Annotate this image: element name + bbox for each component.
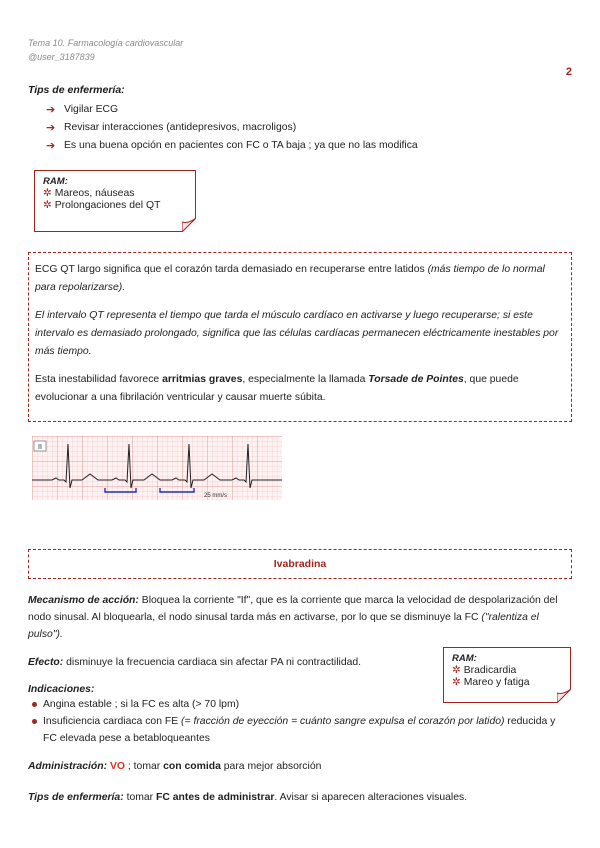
- ram-title: RAM:: [452, 653, 477, 664]
- list-item: Insuficiencia cardiaca con FE (= fracción de eyección = cuánto sangre expulsa el corazón por latido) reducida y FC elevada pese a betabloqueantes: [32, 713, 562, 747]
- ram-title: RAM:: [43, 176, 68, 187]
- tips-title: Tips de enfermería:: [28, 84, 125, 96]
- ram-note-2: [443, 647, 571, 703]
- qt-paragraph-1: ECG QT largo significa que el corazón tarda demasiado en recuperarse entre latidos (más tiempo de lo normal para repolarizarse).: [35, 264, 545, 293]
- asterisk-icon: ✲: [43, 200, 52, 211]
- ram-item: ✲ Bradicardia: [452, 665, 517, 676]
- header-topic: Tema 10. Farmacología cardiovascular: [28, 38, 184, 48]
- drug-title: Ivabradina: [273, 558, 327, 570]
- effect-paragraph: Efecto: disminuye la frecuencia cardiaca sin afectar PA ni contractilidad.: [28, 657, 362, 668]
- list-item: ➔ Revisar interacciones (antidepresivos, macroligos): [46, 121, 297, 134]
- qt-paragraph-3: Esta inestabilidad favorece arritmias graves, especialmente la llamada Torsade de Pointes, que puede evolucionar a una fibrilación ventricular y causar muerte súbita.: [35, 374, 519, 403]
- list-item: ➔ Vigilar ECG: [46, 103, 119, 116]
- page-fold-icon: [182, 218, 196, 232]
- arrow-icon: ➔: [46, 103, 56, 116]
- asterisk-icon: ✲: [452, 677, 461, 688]
- page-number: 2: [565, 66, 572, 78]
- ram-item: ✲ Prolongaciones del QT: [43, 200, 161, 211]
- indications-list: [32, 696, 562, 747]
- indications-label: Indicaciones:: [28, 684, 95, 695]
- tips-paragraph-2: Tips de enfermería: tomar FC antes de administrar. Avisar si aparecen alteraciones visuales.: [28, 792, 468, 803]
- arrow-icon: ➔: [46, 139, 56, 152]
- ram-item: ✲ Mareos, náuseas: [43, 188, 135, 199]
- drug-title-bar: [28, 549, 572, 579]
- ecg-strip-image: [32, 436, 282, 500]
- asterisk-icon: ✲: [43, 188, 52, 199]
- mechanism-paragraph: Mecanismo de acción: Bloquea la corriente "If", que es la corriente que marca la velocidad de despolarización del nodo sinusal. Al bloquearla, el nodo sinusal tarda más en activarse, por lo que se disminuye la FC ("ralentiza el pulso").: [28, 595, 558, 640]
- list-item: ➔ Es una buena opción en pacientes con FC o TA baja ; ya que no las modifica: [46, 139, 418, 152]
- route-badge: VO: [109, 761, 125, 772]
- list-item: Angina estable ; si la FC es alta (> 70 lpm): [32, 696, 562, 713]
- administration-paragraph: Administración: VO ; tomar con comida para mejor absorción: [28, 761, 322, 772]
- tips-list: [46, 100, 418, 154]
- header-user: @user_3187839: [28, 52, 95, 62]
- ram-note: [34, 170, 196, 232]
- document-header: [28, 36, 183, 64]
- ram-item: ✲ Mareo y fatiga: [452, 677, 530, 688]
- ecg-speed-label: 25 mm/s: [204, 493, 228, 499]
- ecg-lead-label: II: [38, 444, 42, 451]
- qt-paragraph-2: El intervalo QT representa el tiempo que tarda el músculo cardíaco en activarse y luego recuperarse; si este intervalo es demasiado prolongado, significa que las células cardíacas permanecen eléctricamente inestables por más tiempo.: [35, 310, 559, 357]
- asterisk-icon: ✲: [452, 665, 461, 676]
- qt-explanation-box: [28, 252, 572, 422]
- arrow-icon: ➔: [46, 121, 56, 134]
